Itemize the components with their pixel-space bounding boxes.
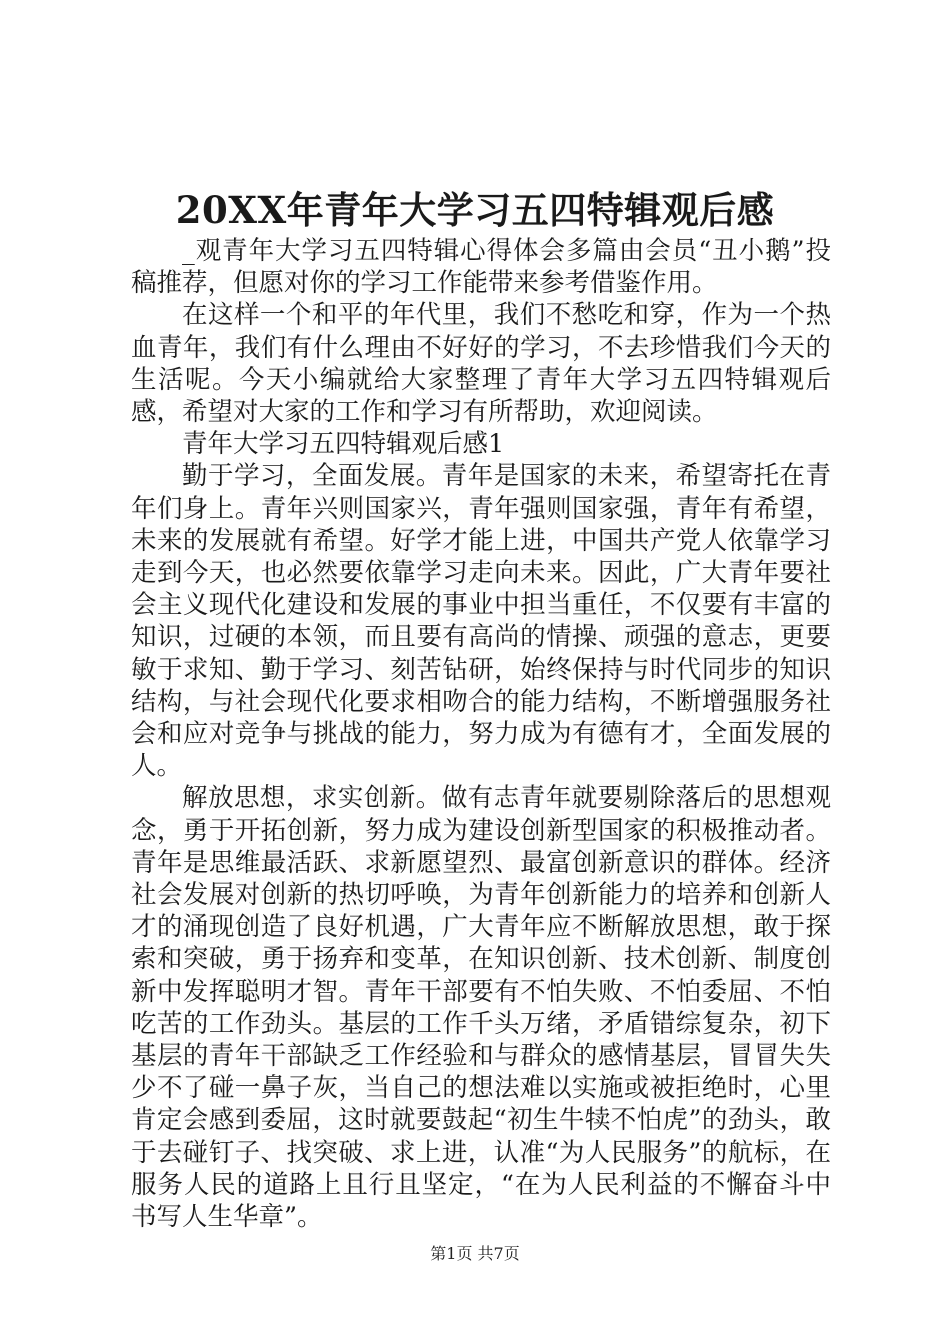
- page-title: 20XX年青年大学习五四特辑观后感: [175, 188, 775, 232]
- body-paragraph: 勤于学习，全面发展。青年是国家的未来，希望寄托在青年们身上。青年兴则国家兴，青年强则国家强，青年有希望，未来的发展就有希望。好学才能上进，中国共产党人依靠学习走到今天，也必然要依靠学习走向未来。因此，广大青年要社会主义现代化建设和发展的事业中担当重任，不仅要有丰富的知识，过硬的本领，而且要有高尚的情操、顽强的意志，更要敏于求知、勤于学习、刻苦钻研，始终保持与时代同步的知识结构，与社会现代化要求相吻合的能力结构，不断增强服务社会和应对竞争与挑战的能力，努力成为有德有才，全面发展的人。: [131, 461, 831, 782]
- preface-paragraph: 在这样一个和平的年代里，我们不愁吃和穿，作为一个热血青年，我们有什么理由不好好的学习，不去珍惜我们今天的生活呢。今天小编就给大家整理了青年大学习五四特辑观后感，希望对大家的工作和学习有所帮助，欢迎阅读。: [131, 300, 831, 428]
- intro-paragraph: _观青年大学习五四特辑心得体会多篇由会员“丑小鹅”投稿推荐，但愿对你的学习工作能带来参考借鉴作用。: [131, 236, 831, 299]
- page-footer: 第1页 共7页: [430, 1244, 520, 1263]
- body-paragraph: 解放思想，求实创新。做有志青年就要剔除落后的思想观念，勇于开拓创新，努力成为建设创新型国家的积极推动者。青年是思维最活跃、求新愿望烈、最富创新意识的群体。经济社会发展对创新的热切呼唤，为青年创新能力的培养和创新人才的涌现创造了良好机遇，广大青年应不断解放思想，敢于探索和突破，勇于扬弃和变革，在知识创新、技术创新、制度创新中发挥聪明才智。青年干部要有不怕失败、不怕委屈、不怕吃苦的工作劲头。基层的工作千头万绪，矛盾错综复杂，初下基层的青年干部缺乏工作经验和与群众的感情基层，冒冒失失少不了碰一鼻子灰，当自己的想法难以实施或被拒绝时，心里肯定会感到委屈，这时就要鼓起“初生牛犊不怕虎”的劲头，敢于去碰钉子、找突破、求上进，认准“为人民服务”的航标，在服务人民的道路上且行且坚定，“在为人民利益的不懈奋斗中书写人生华章”。: [131, 783, 831, 1233]
- section-heading: 青年大学习五四特辑观后感1: [182, 429, 505, 460]
- document-body: [131, 235, 831, 1233]
